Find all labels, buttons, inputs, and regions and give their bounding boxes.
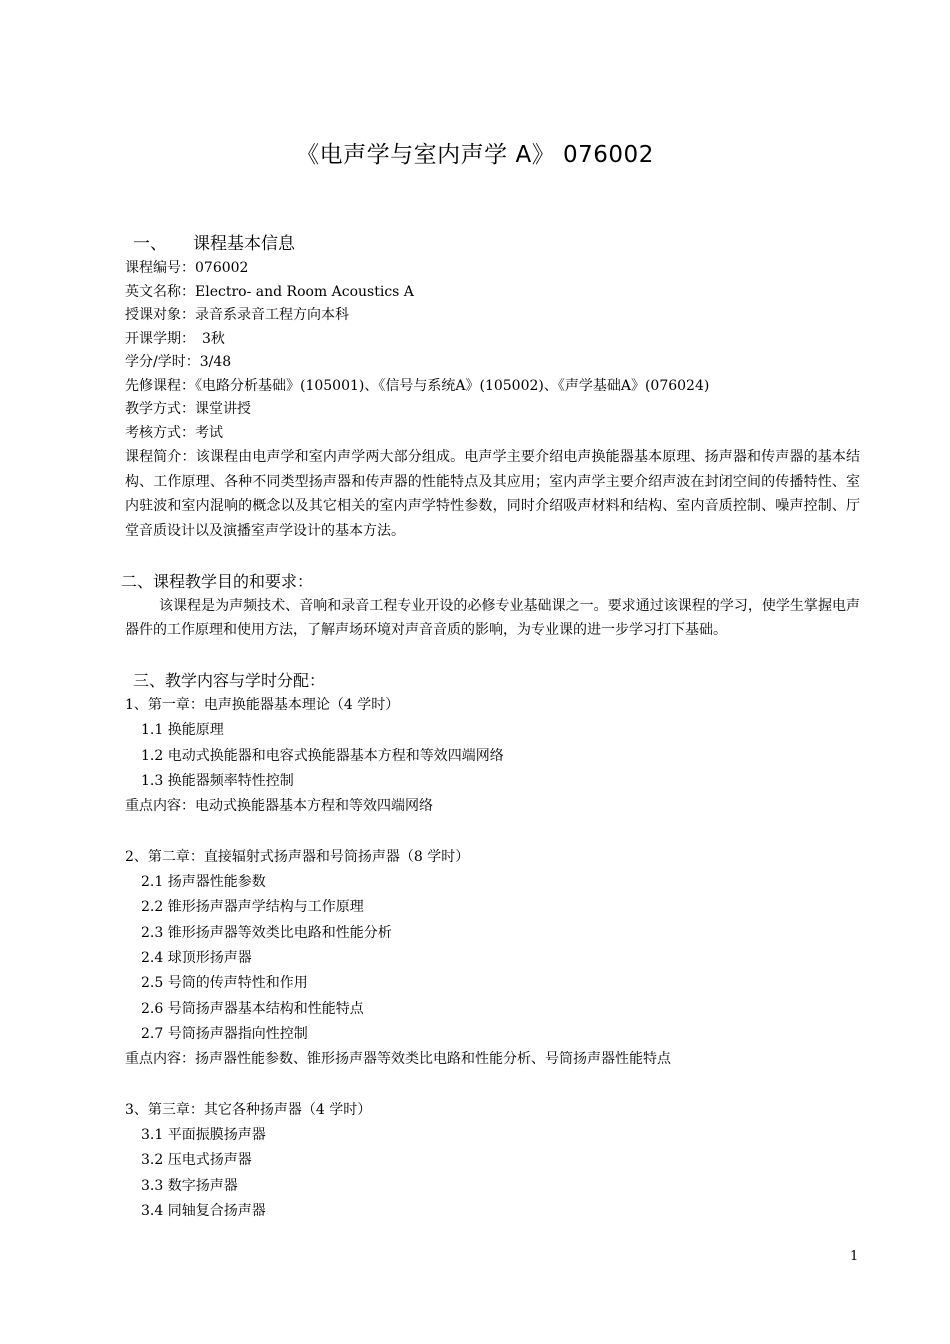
content-list (125, 693, 860, 1224)
info-row-exam (125, 422, 860, 446)
content-item: 重点内容：扬声器性能参数、锥形扬声器等效类比电路和性能分析、号筒扬声器性能特点 (125, 1051, 671, 1068)
info-row-intro (125, 445, 860, 543)
info-row-english-name (125, 281, 860, 305)
content-subitem: 2.4 球顶形扬声器 (141, 949, 252, 966)
value: 考试 (195, 424, 223, 441)
content-subitem: 2.3 锥形扬声器等效类比电路和性能分析 (141, 924, 392, 941)
info-row-target (125, 304, 860, 328)
value: 《电路分析基础》(105001)、《信号与系统A》(105002)、《声学基础A》(076024) (195, 377, 710, 394)
section-heading-basic-info (133, 229, 295, 254)
content-item: 2、第二章：直接辐射式扬声器和号筒扬声器（8 学时） (125, 848, 470, 865)
value: Electro- and Room Acoustics A (195, 283, 414, 300)
content-subitem: 3.4 同轴复合扬声器 (141, 1202, 266, 1219)
label: 考核方式： (125, 424, 195, 441)
value: 该课程由电声学和室内声学两大部分组成。电声学主要介绍电声换能器基本原理、扬声器和传声器的基本结构、工作原理、各种不同类型扬声器和传声器的性能特点及其应用；室内声学主要介绍声波在封闭空间的传播特性、室内驻波和室内混响的概念以及其它相关的室内声学特性参数，同时介绍吸声材料和结构、室内音质控制、噪声控制、厅堂音质设计以及演播室声学设计的基本方法。 (125, 449, 860, 539)
label: 学分/学时： (125, 354, 200, 370)
content-subitem: 2.6 号筒扬声器基本结构和性能特点 (141, 1000, 364, 1017)
content-item: 1、第一章：电声换能器基本理论（4 学时） (125, 697, 400, 713)
content-subitem: 3.2 压电式扬声器 (141, 1152, 252, 1169)
label: 英文名称： (125, 283, 195, 300)
section-heading-goals: 二、课程教学目的和要求： (121, 572, 314, 591)
label: 课程编号： (125, 260, 195, 276)
content-subitem: 1.1 换能原理 (141, 722, 224, 739)
content-subitem: 1.3 换能器频率特性控制 (141, 772, 294, 789)
content-subitem: 2.7 号筒扬声器指向性控制 (141, 1025, 308, 1042)
content-subitem: 2.1 扬声器性能参数 (141, 874, 266, 891)
label: 课程简介： (125, 449, 196, 465)
section-heading-content: 三、教学内容与学时分配： (133, 671, 326, 690)
info-row-code (125, 257, 860, 281)
info-row-credit (125, 351, 860, 375)
section-title: 课程基本信息 (193, 234, 295, 254)
value: 076002 (195, 260, 249, 276)
content-subitem: 1.2 电动式换能器和电容式换能器基本方程和等效四端网络 (141, 747, 504, 764)
value: 3/48 (199, 354, 232, 370)
label: 开课学期： (125, 330, 188, 347)
goals-paragraph: 该课程是为声频技术、音响和录音工程专业开设的必修专业基础课之一。要求通过该课程的学习，使学生掌握电声器件的工作原理和使用方法，了解声场环境对声音音质的影响，为专业课的进一步学习打下基础。 (125, 598, 860, 638)
label: 先修课程： (125, 377, 195, 394)
content-subitem: 2.5 号筒的传声特性和作用 (141, 975, 308, 992)
page-title: 《电声学与室内声学 A》 076002 (296, 142, 654, 168)
info-row-term (125, 328, 860, 352)
page-number: 1 (850, 1249, 859, 1264)
course-info (125, 257, 860, 543)
blank-line (125, 819, 860, 844)
label: 授课对象： (125, 307, 195, 323)
section-number: 一、 (133, 234, 167, 254)
blank-line (125, 1072, 860, 1097)
info-row-prerequisite (125, 375, 860, 399)
value: 3秋 (188, 330, 225, 347)
content-subitem: 3.3 数字扬声器 (141, 1177, 238, 1194)
value: 课堂讲授 (195, 401, 251, 417)
content-subitem: 2.2 锥形扬声器声学结构与工作原理 (141, 899, 364, 916)
value: 录音系录音工程方向本科 (195, 307, 349, 323)
label: 教学方式： (125, 401, 195, 417)
content-item: 3、第三章：其它各种扬声器（4 学时） (125, 1101, 372, 1118)
content-subitem: 3.1 平面振膜扬声器 (141, 1127, 266, 1144)
info-row-method (125, 398, 860, 422)
content-item: 重点内容：电动式换能器基本方程和等效四端网络 (125, 798, 433, 815)
